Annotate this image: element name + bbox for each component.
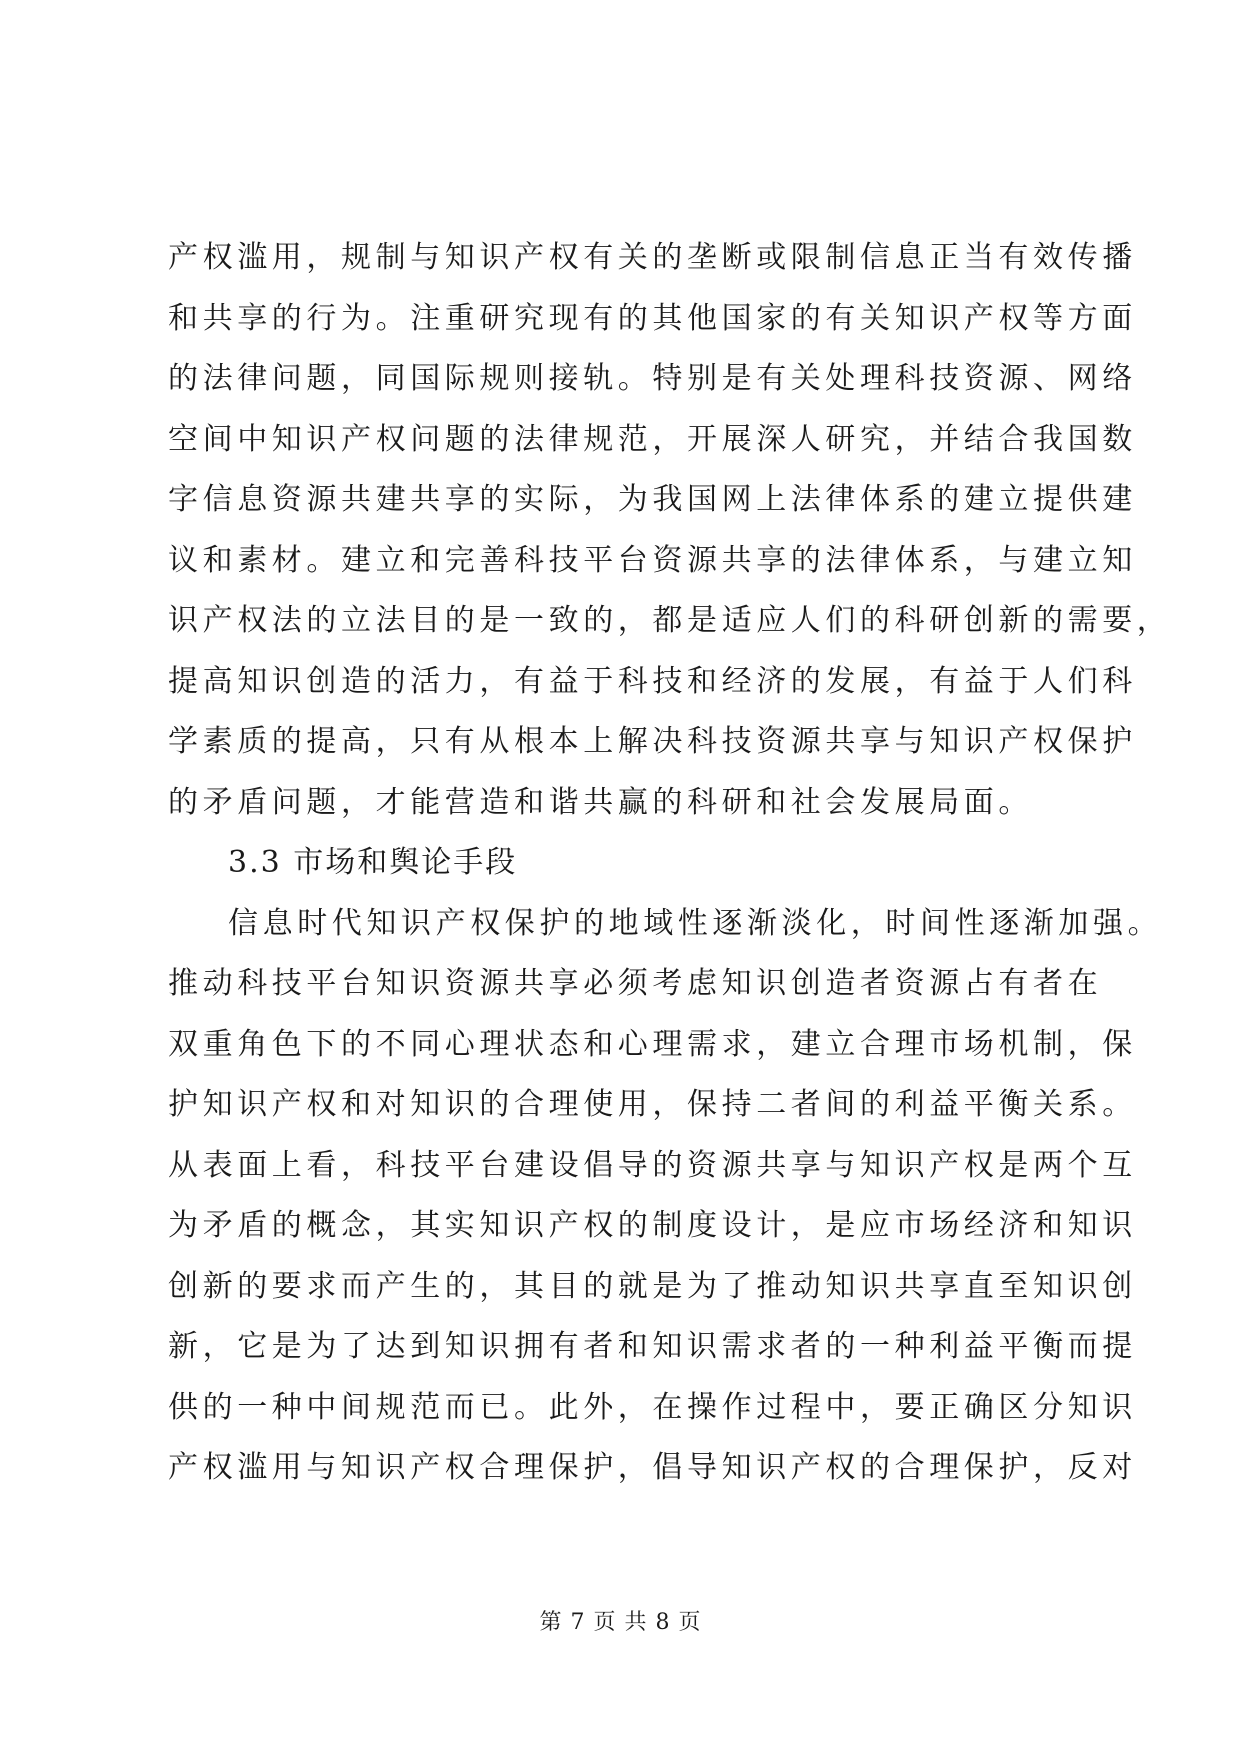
text-line: 产权滥用与知识产权合理保护，倡导知识产权的合理保护，反对: [168, 1450, 1137, 1485]
text-line: 提高知识创造的活力，有益于科技和经济的发展，有益于人们科: [168, 663, 1137, 699]
text-line: 双重角色下的不同心理状态和心理需求，建立合理市场机制，保: [168, 1026, 1137, 1062]
text-line: 护知识产权和对知识的合理使用，保持二者间的利益平衡关系。: [168, 1087, 1137, 1122]
text-line: 从表面上看，科技平台建设倡导的资源共享与知识产权是两个互: [168, 1147, 1137, 1183]
text-line: 识产权法的立法目的是一致的，都是适应人们的科研创新的需要，: [168, 603, 1172, 638]
text-line: 议和素材。建立和完善科技平台资源共享的法律体系，与建立知: [168, 542, 1137, 578]
section-heading: 3.3 市场和舆论手段: [228, 845, 518, 880]
text-line: 空间中知识产权问题的法律规范，开展深人研究，并结合我国数: [168, 421, 1137, 457]
text-line: 为矛盾的概念，其实知识产权的制度设计，是应市场经济和知识: [168, 1208, 1137, 1243]
text-line: 供的一种中间规范而已。此外，在操作过程中，要正确区分知识: [168, 1389, 1137, 1425]
text-line: 信息时代知识产权保护的地域性逐渐淡化，时间性逐渐加强。: [228, 905, 1163, 941]
text-line: 推动科技平台知识资源共享必须考虑知识创造者资源占有者在: [168, 966, 1103, 1001]
body-text: [168, 228, 1172, 1499]
text-line: 和共享的行为。注重研究现有的其他国家的有关知识产权等方面: [168, 300, 1137, 336]
page-footer: 第 7 页 共 8 页: [539, 1610, 702, 1635]
text-line: 产权滥用，规制与知识产权有关的垄断或限制信息正当有效传播: [168, 240, 1137, 275]
text-line: 新，它是为了达到知识拥有者和知识需求者的一种利益平衡而提: [168, 1329, 1137, 1364]
text-line: 的矛盾问题，才能营造和谐共赢的科研和社会发展局面。: [168, 784, 1033, 820]
text-line: 学素质的提高，只有从根本上解决科技资源共享与知识产权保护: [168, 724, 1137, 759]
text-line: 的法律问题，同国际规则接轨。特别是有关处理科技资源、网络: [168, 361, 1137, 396]
text-line: 字信息资源共建共享的实际，为我国网上法律体系的建立提供建: [168, 482, 1137, 517]
text-line: 创新的要求而产生的，其目的就是为了推动知识共享直至知识创: [168, 1268, 1137, 1304]
